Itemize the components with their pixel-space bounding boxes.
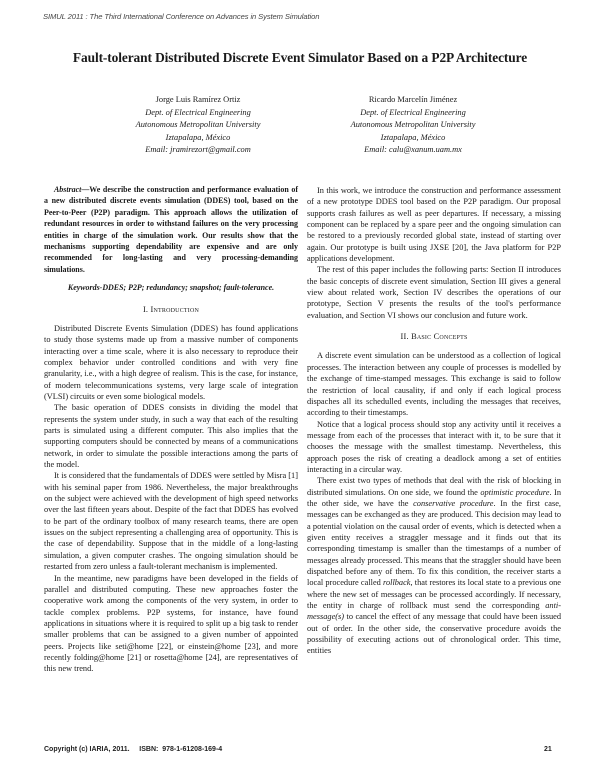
author-email: Email: jramirezort@gmail.com <box>145 145 251 155</box>
section-heading-introduction <box>44 304 298 315</box>
keywords: Keywords-DDES; P2P; redundancy; snapshot; fault-tolerance. <box>67 283 275 293</box>
section-heading-basic-concepts <box>307 331 561 342</box>
section-number: I. <box>142 304 149 314</box>
paragraph: The basic operation of DDES consists in dividing the model that represents the system under study, in such a way that each of the resulting parts is simulated using a different computer. This also implies that the supporting computers should be connected by means of a communications network, in order to simulate the possible interactions among the parts of the model. <box>44 403 298 470</box>
section-number: II. <box>400 332 409 342</box>
author-dept: Dept. of Electrical Engineering <box>360 107 466 117</box>
author-block-2 <box>303 94 523 157</box>
right-column <box>307 185 561 657</box>
text-run: to cancel the effect of any message that could have been issued out of order. In the other side, the conservative procedure avoids the possibility of executing actions out of chronological order. This time, entities <box>307 612 561 656</box>
paragraph <box>307 475 561 657</box>
text-run: , that restores its local state to a previous one where the new set of messages can be processed accordingly. If necessary, the entity in charge of rollback must send the corresponding <box>307 578 561 611</box>
abstract-label: Abstract <box>54 185 82 194</box>
text-run: There exist two types of methods that deal with the risk of blocking in distributed simulations. On one side, we found the <box>307 476 561 497</box>
text-run: . In the first case, messages can be exchanged as they are produced. This decision may lead to a potential violation on the causal order of events, which is detected when a given entity receives a straggler message and it finds out that its corresponding timestamp is smaller than the timestamps of a number of messages already processed. This means that the straggler should have been dispatched before any of them. To fix this condition, the receiver starts a local procedure called <box>307 498 561 588</box>
paragraph: A discrete event simulation can be understood as a collection of logical processes. The interaction between any couple of processes is modelled by the exchange of time-stamped messages. This exchange is said to follow the restriction of local causality, if and only if each logical process dispaches all its schedulled events, including the messages that receives, according to their timestamps. <box>307 351 561 418</box>
paragraph: It is considered that the fundamentals of DDES were settled by Misra [1] with his seminal paper from 1986. Nevertheless, the major breakthroughs on the subject were achieved with the development of high speed networks over the last fifteen years about. Despite of the fact that DDES has evolved to be part of the ordinary toolbox of many research teams, there are open issues on the subject representing a challenging area of opportunity. This is the case of dependability. Suppose that in the middle of a long-lasting simulation, a given computer crashes. The ongoing simulation should be restarted from zero unless a fault-tolerant mechanism is implemented. <box>44 471 298 572</box>
author-name: Jorge Luis Ramírez Ortiz <box>155 95 241 104</box>
paragraph: The rest of this paper includes the following parts: Section II introduces the basic concepts of discrete event simulation, Section III gives a general view about related work, Section IV describes the operations of our prototype, Section V presents the results of the tool's performance evaluation, and Section VI shows our conclusion and future work. <box>307 265 561 320</box>
paragraph: Notice that a logical process should stop any activity until it receives a message from each of the processes that interact with it, to be sure that it chooses the message with the smallest timestamp. Nevertheless, this approach poses the risk of creating a deadlock among a set of entities interacting in a circular way. <box>307 419 561 474</box>
abstract-text: —We describe the construction and performance evaluation of a new distributed discrete events simulation (DDES) tool, based on the Peer-to-Peer (P2P) paradigm. This approach allows the utilization of redundant resources in order to withstand failures on the very processing entities in charge of the simulation work. Our results show that the mechanisms supporting dependability are expensive and are only recommended for long-lasting and very processing-demanding simulations. <box>44 185 298 274</box>
emphasis-conservative: conservative procedure <box>413 498 494 508</box>
author-email: Email: calu@xanum.uam.mx <box>364 145 462 155</box>
emphasis-optimistic: optimistic procedure <box>480 487 550 497</box>
emphasis-rollback: rollback <box>383 578 411 588</box>
paragraph: Distributed Discrete Events Simulation (DDES) has found applications to study those systems made up from a massive number of components interacting over a time scale, where it is also necessary to reproduce their complex behavior under controlled conditions and with very fine granularity, i.e., with a high degree of realism. This is the case, for instance, of modern telecommunications systems, very large scale of integration (VLSI) circuits or even some biological models. <box>44 323 298 401</box>
author-university: Autonomous Metropolitan University <box>135 120 261 130</box>
paragraph: In this work, we introduce the construction and performance assessment of a new prototype DDES tool based on the P2P paradigm. Our proposal supports crash failures as well as peer departures. If necessary, a missing component can be replaced by a spare peer and the ongoing simulation can be restored to a previously recorded global state, instead of starting over again. Our prototype is built using JXSE [20], the Java platform for P2P applications development. <box>307 186 561 264</box>
emphasis-anti-message: anti-message(s) <box>307 601 561 622</box>
author-location: Iztapalapa, México <box>380 132 446 142</box>
left-column <box>44 184 298 675</box>
paper-title: Fault-tolerant Distributed Discrete Event Simulator Based on a P2P Architecture <box>72 50 528 65</box>
section-title: Introduction <box>150 304 200 314</box>
page-number: 21 <box>544 746 552 753</box>
author-university: Autonomous Metropolitan University <box>350 120 476 130</box>
paragraph: In the meantime, new paradigms have been developed in the fields of parallel and distributed computing. These new approaches foster the cooperative work among the components of the very system, in order to tackle complex problems. P2P systems, for instance, have found applications in situations where it is required to split up a big task to render smaller problems that can be assigned to a given number of appointed peers. Projects like seti@home [22], or einstein@home [23], and more recently folding@home [21] or rosetta@home [24], are representatives of this new trend. <box>44 573 298 674</box>
text-run: . In the other side, we have the <box>307 487 561 508</box>
section-title: Basic Concepts <box>411 332 468 342</box>
author-block-1 <box>88 94 308 157</box>
author-location: Iztapalapa, México <box>165 132 231 142</box>
abstract <box>44 184 298 275</box>
running-header: SIMUL 2011 : The Third International Conference on Advances in System Simulation <box>43 12 320 21</box>
author-name: Ricardo Marcelín Jiménez <box>368 95 458 104</box>
author-dept: Dept. of Electrical Engineering <box>145 107 251 117</box>
footer-copyright: Copyright (c) IARIA, 2011. ISBN: 978-1-61208-169-4 <box>44 746 223 753</box>
